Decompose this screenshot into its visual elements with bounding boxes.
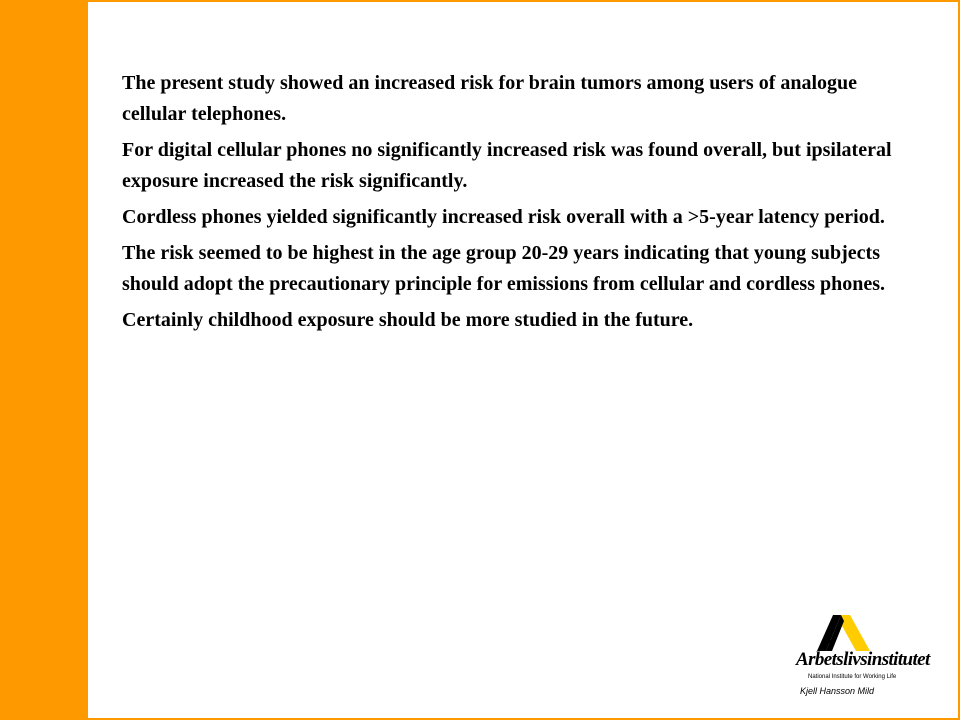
institute-name: Arbetslivsinstitutet bbox=[796, 649, 930, 670]
paragraph-childhood: Certainly childhood exposure should be more studied in the future. bbox=[122, 309, 694, 331]
arbetslivsinstitutet-a-logo-icon bbox=[816, 614, 888, 652]
paragraph-age-group: The risk seemed to be highest in the age group 20-29 years indicating that young subjects should adopt the precautionary principle for emissions from cellular and cordless phones. bbox=[122, 242, 886, 295]
orange-sidebar bbox=[0, 0, 88, 720]
top-border bbox=[88, 0, 960, 2]
paragraph-cordless-risk: Cordless phones yielded significantly increased risk overall with a >5-year latency period. bbox=[122, 206, 885, 228]
author-credit: Kjell Hansson Mild bbox=[800, 686, 875, 696]
paragraph-analogue-risk: The present study showed an increased risk for brain tumors among users of analogue cellular telephones. bbox=[122, 72, 858, 125]
institute-subtitle: National Institute for Working Life bbox=[808, 674, 897, 680]
slide-body bbox=[122, 68, 912, 341]
paragraph-digital-risk: For digital cellular phones no significantly increased risk was found overall, but ipsilateral exposure increased the risk significantly. bbox=[122, 139, 892, 192]
